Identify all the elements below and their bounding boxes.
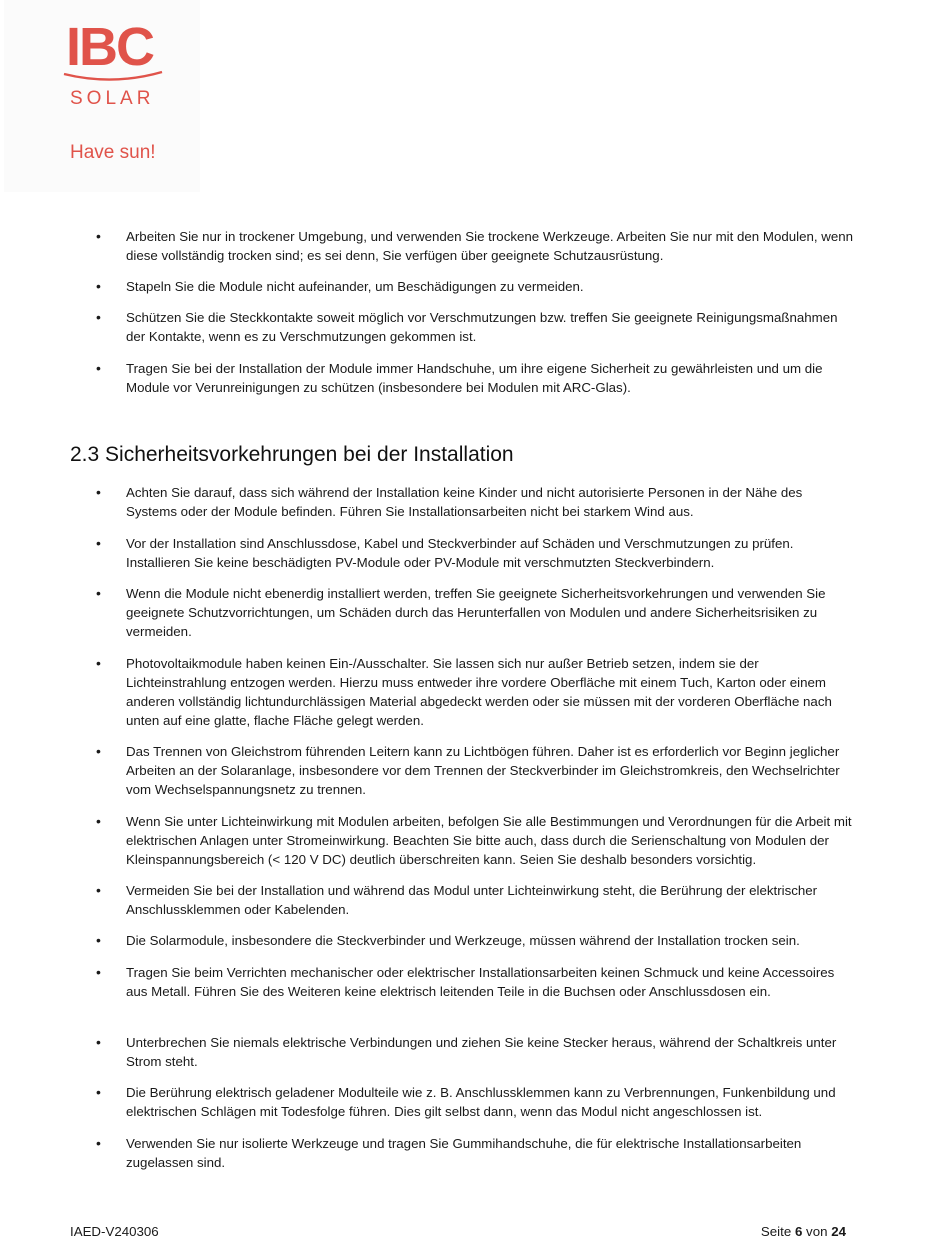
bullet-icon: •: [96, 932, 101, 948]
bullet-icon: •: [96, 882, 101, 898]
list-item-text: Die Berührung elektrisch geladener Modulteile wie z. B. Anschlussklemmen kann zu Verbrennungen, Funkenbildung und elektrischen Schlägen mit Todesfolge führen. Dies gilt selbst dann, wenn das Modul nicht angeschlossen ist.: [126, 1085, 836, 1119]
bullet-icon: •: [96, 309, 101, 325]
bullet-icon: •: [96, 1034, 101, 1050]
page-mid: von: [806, 1224, 828, 1239]
page-current: 6: [794, 1224, 803, 1239]
logo-solar: SOLAR: [70, 88, 155, 109]
page-number: [761, 1223, 846, 1241]
list-item-text: Schützen Sie die Steckkontakte soweit möglich vor Verschmutzungen bzw. treffen Sie geeignete Reinigungsmaßnahmen der Kontakte, wenn es zu Verschmutzungen gekommen ist.: [126, 310, 838, 344]
list-item-text: Tragen Sie beim Verrichten mechanischer oder elektrischer Installationsarbeiten keinen Schmuck und keine Accessoires aus Metall. Führen Sie des Weiteren keine elektrisch leitenden Teile in die Buchsen oder Anschlussdosen ein.: [126, 965, 835, 999]
list-item-text: Photovoltaikmodule haben keinen Ein-/Ausschalter. Sie lassen sich nur außer Betrieb setzen, indem sie der Lichteinstrahlung entzogen werden. Hierzu muss entweder ihre vordere Oberfläche mit einem Tuch, Karton oder einem anderen vollständig lichtundurchlässigen Material abgedeckt werden oder sie müssen mit der vorderen Oberfläche nach unten auf eine glatte, flache Fläche gelegt werden.: [126, 656, 832, 728]
list-item-text: Die Solarmodule, insbesondere die Steckverbinder und Werkzeuge, müssen während der Installation trocken sein.: [126, 933, 800, 948]
list-item-text: Arbeiten Sie nur in trockener Umgebung, und verwenden Sie trockene Werkzeuge. Arbeiten Sie nur mit den Modulen, wenn diese vollständig trocken sind; es sei denn, Sie verfügen über geeignete Schutzausrüstung.: [126, 229, 854, 263]
list-item-text: Wenn die Module nicht ebenerdig installiert werden, treffen Sie geeignete Sicherheitsvorkehrungen und verwenden Sie geeignete Schutzvorrichtungen, um Schäden durch das Herunterfallen von Modulen und andere Sicherheitsrisiken zu vermeiden.: [126, 586, 826, 639]
bullet-icon: •: [96, 813, 101, 829]
bullet-icon: •: [96, 743, 101, 759]
bullet-icon: •: [96, 535, 101, 551]
page-prefix: Seite: [760, 1224, 792, 1239]
section-heading: 2.3 Sicherheitsvorkehrungen bei der Installation: [70, 443, 514, 466]
list-item-text: Das Trennen von Gleichstrom führenden Leitern kann zu Lichtbögen führen. Daher ist es erforderlich vor Beginn jeglicher Arbeiten an der Solaranlage, insbesondere vor dem Trennen der Steckverbinder im Gleichstromkreis, den Wechselrichter vom Wechselspannungsnetz zu trennen.: [126, 744, 840, 797]
list-item-text: Unterbrechen Sie niemals elektrische Verbindungen und ziehen Sie keine Stecker heraus, während der Schaltkreis unter Strom steht.: [126, 1035, 837, 1069]
list-item-text: Verwenden Sie nur isolierte Werkzeuge und tragen Sie Gummihandschuhe, die für elektrische Installationsarbeiten zugelassen sind.: [126, 1136, 802, 1170]
bullet-icon: •: [96, 484, 101, 500]
list-item-text: Wenn Sie unter Lichteinwirkung mit Modulen arbeiten, befolgen Sie alle Bestimmungen und Verordnungen für die Arbeit mit elektrischen Anlagen unter Stromeinwirkung. Beachten Sie bitte auch, dass durch die Serienschaltung von Modulen der Kleinspannungsbereich (< 120 V DC) deutlich überschreiten kann. Seien Sie deshalb besonders vorsichtig.: [126, 814, 852, 867]
list-item-text: Achten Sie darauf, dass sich während der Installation keine Kinder und nicht autorisierte Personen in der Nähe des Systems oder der Module befinden. Führen Sie Installationsarbeiten nicht bei starkem Wind aus.: [126, 485, 803, 519]
bullet-icon: •: [96, 1084, 101, 1100]
bullet-icon: •: [96, 655, 101, 671]
bullet-icon: •: [96, 585, 101, 601]
bullet-icon: •: [96, 278, 101, 294]
bullet-icon: •: [96, 964, 101, 980]
logo-swoosh-icon: [62, 68, 164, 84]
bullet-icon: •: [96, 228, 101, 244]
slogan: Have sun!: [70, 142, 156, 163]
bullet-icon: •: [96, 1135, 101, 1151]
list-item-text: Vermeiden Sie bei der Installation und während das Modul unter Lichteinwirkung steht, die Berührung der elektrischer Anschlussklemmen oder Kabelenden.: [126, 883, 818, 917]
document-id: IAED-V240306: [70, 1224, 159, 1239]
list-item-text: Stapeln Sie die Module nicht aufeinander, um Beschädigungen zu vermeiden.: [126, 279, 584, 294]
list-item-text: Tragen Sie bei der Installation der Module immer Handschuhe, um ihre eigene Sicherheit zu gewährleisten und um die Module vor Verunreinigungen zu schützen (insbesondere bei Modulen mit ARC-Glas).: [126, 361, 823, 395]
bullet-icon: •: [96, 360, 101, 376]
logo-ibc: IBC: [66, 17, 153, 77]
page-total: 24: [831, 1224, 846, 1239]
list-item-text: Vor der Installation sind Anschlussdose, Kabel und Steckverbinder auf Schäden und Verschmutzungen zu prüfen. Installieren Sie keine beschädigten PV-Module oder PV-Module mit verschmutzten Steckverbindern.: [126, 536, 794, 570]
